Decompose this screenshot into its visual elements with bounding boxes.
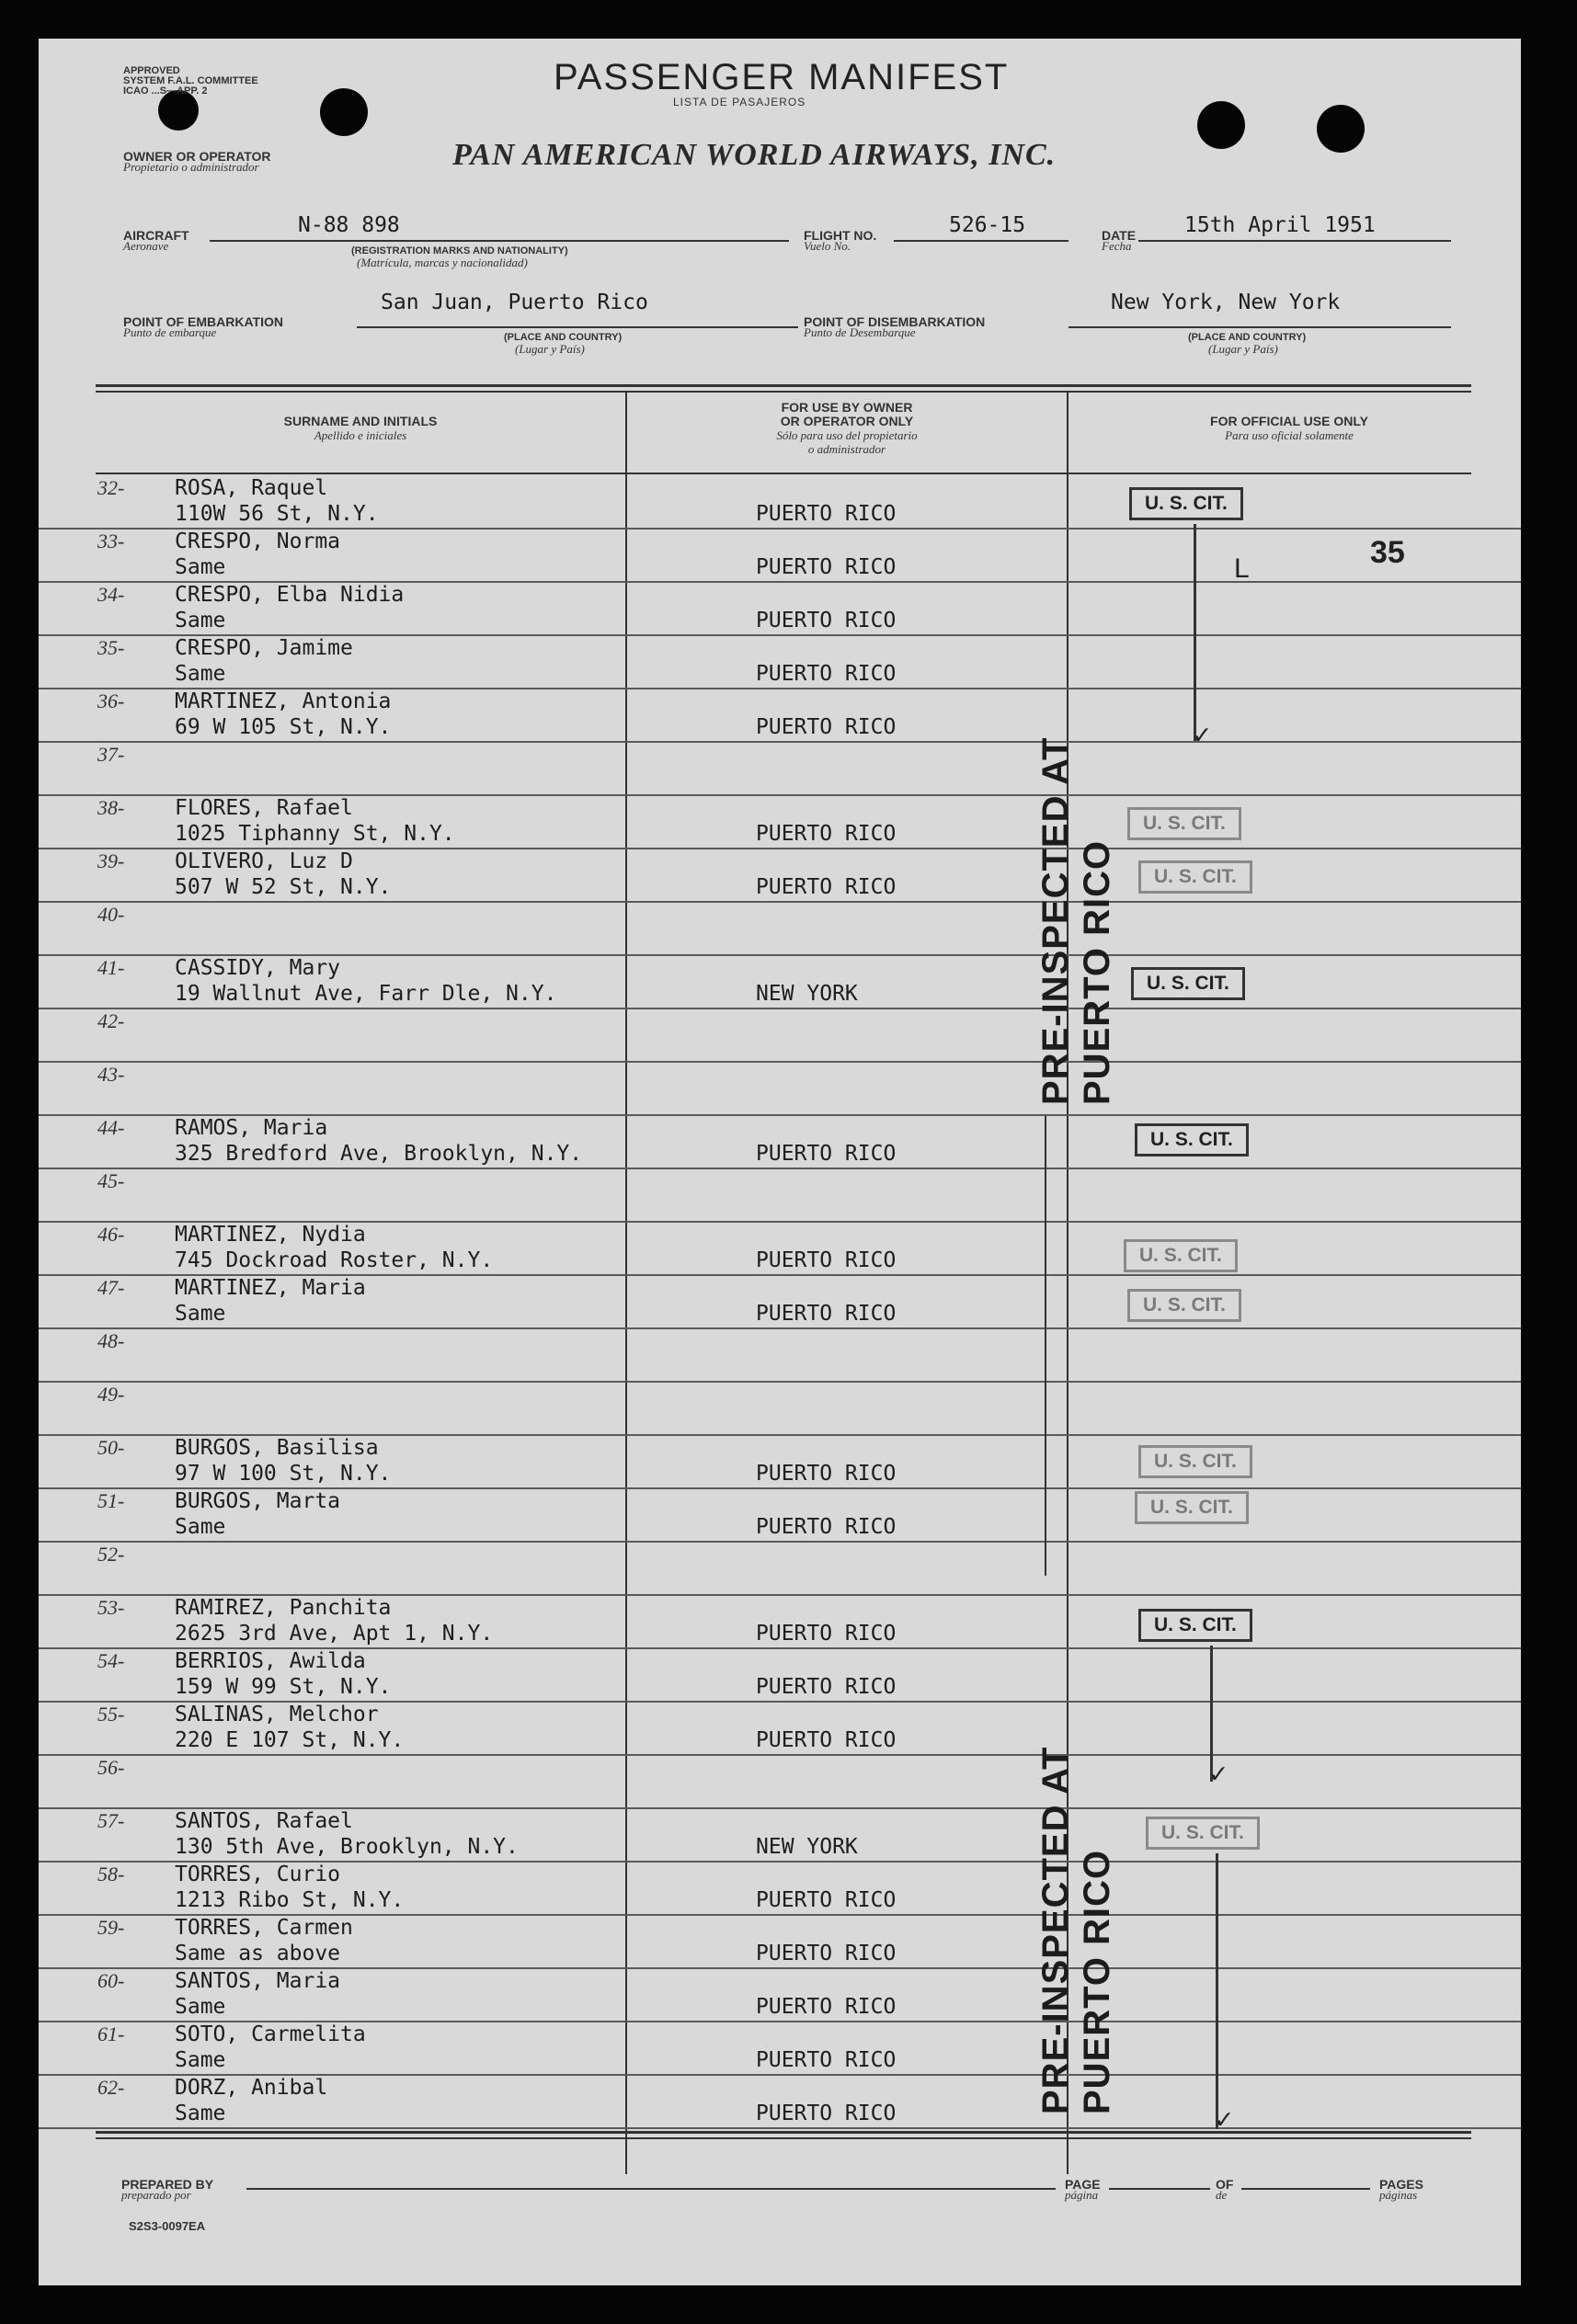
passenger-address: Same — [175, 2048, 226, 2072]
column-header-owner-sub: Sólo para uso del propietario — [776, 428, 918, 442]
passenger-destination: NEW YORK — [756, 1835, 858, 1859]
row-number: 57- — [97, 1809, 125, 1832]
us-cit-stamp: U. S. CIT. — [1138, 1609, 1252, 1642]
table-row — [39, 688, 1521, 743]
table-row — [39, 1594, 1521, 1649]
passenger-name: RAMOS, Maria — [175, 1116, 328, 1140]
prepared-by-label: PREPARED BY — [121, 2177, 214, 2192]
passenger-name: SANTOS, Maria — [175, 1969, 341, 1993]
us-cit-stamp: U. S. CIT. — [1124, 1239, 1238, 1272]
table-row — [39, 1114, 1521, 1169]
passenger-name: SANTOS, Rafael — [175, 1809, 353, 1833]
passenger-name: MARTINEZ, Antonia — [175, 689, 392, 713]
table-row — [39, 1434, 1521, 1489]
passenger-destination: PUERTO RICO — [756, 502, 897, 526]
passenger-address: Same — [175, 2102, 226, 2125]
of-label-block — [1216, 2177, 1233, 2203]
column-header-surname-label: SURNAME AND INITIALS — [283, 414, 438, 428]
passenger-address: 110W 56 St, N.Y. — [175, 502, 379, 526]
passenger-destination: PUERTO RICO — [756, 1995, 897, 2019]
table-row — [39, 1221, 1521, 1276]
of-label: OF — [1216, 2177, 1234, 2192]
passenger-name: CRESPO, Elba Nidia — [175, 583, 405, 607]
row-number: 34- — [97, 583, 125, 606]
tally-mark: L — [1234, 553, 1250, 584]
passenger-name: SALINAS, Melchor — [175, 1703, 379, 1726]
passenger-address: 19 Wallnut Ave, Farr Dle, N.Y. — [175, 982, 557, 1006]
row-number: 38- — [97, 796, 125, 819]
passenger-name: RAMIREZ, Panchita — [175, 1596, 392, 1620]
passenger-name: TORRES, Curio — [175, 1863, 341, 1886]
passenger-name: MARTINEZ, Maria — [175, 1276, 366, 1300]
table-row — [39, 634, 1521, 689]
embarkation-label-sub: Punto de embarque — [123, 325, 217, 339]
column-header-official-sub: Para uso oficial solamente — [1225, 428, 1354, 442]
passenger-name: BURGOS, Marta — [175, 1489, 341, 1513]
passenger-destination: PUERTO RICO — [756, 1462, 897, 1486]
owner-label-block — [123, 149, 271, 175]
page-label-sub: página — [1065, 2188, 1099, 2202]
row-number: 46- — [97, 1223, 125, 1246]
table-row — [39, 1647, 1521, 1703]
passenger-destination: PUERTO RICO — [756, 1942, 897, 1965]
approval-line: ICAO ...S—APP. 2 — [123, 85, 208, 97]
row-number: 48- — [97, 1329, 125, 1352]
row-number: 41- — [97, 956, 125, 979]
pages-label: PAGES — [1379, 2177, 1423, 2192]
approval-block — [123, 66, 258, 97]
passenger-destination: NEW YORK — [756, 982, 858, 1006]
embarkation-caption-sub: (Lugar y País) — [515, 342, 585, 356]
row-number: 40- — [97, 903, 125, 926]
table-row — [39, 1327, 1521, 1383]
check-mark-icon: ✓ — [1194, 719, 1211, 751]
table-row — [39, 1541, 1521, 1596]
row-number: 45- — [97, 1169, 125, 1192]
passenger-destination: PUERTO RICO — [756, 555, 897, 579]
row-number: 33- — [97, 530, 125, 553]
passenger-address: 159 W 99 St, N.Y. — [175, 1675, 392, 1699]
row-number: 60- — [97, 1969, 125, 1992]
row-number: 36- — [97, 689, 125, 712]
table-row — [39, 954, 1521, 1009]
passenger-name: OLIVERO, Luz D — [175, 849, 353, 873]
passenger-destination: PUERTO RICO — [756, 715, 897, 739]
row-number: 58- — [97, 1863, 125, 1885]
disembarkation-label-sub: Punto de Desembarque — [804, 325, 916, 339]
table-row — [39, 474, 1521, 530]
passenger-destination: PUERTO RICO — [756, 2102, 897, 2125]
column-header-owner-sub: o administrador — [807, 442, 886, 456]
aircraft-label-block — [123, 228, 189, 254]
page-label: PAGE — [1065, 2177, 1101, 2192]
table-row — [39, 581, 1521, 636]
column-header-owner-label: FOR USE BY OWNER — [781, 400, 913, 415]
embarkation-value: San Juan, Puerto Rico — [381, 290, 648, 314]
passenger-name: DORZ, Anibal — [175, 2076, 328, 2100]
passenger-name: BURGOS, Basilisa — [175, 1436, 379, 1460]
owner-label: OWNER OR OPERATOR — [123, 149, 271, 164]
row-number: 53- — [97, 1596, 125, 1619]
table-row — [39, 741, 1521, 796]
table-row — [39, 794, 1521, 849]
passenger-name: CRESPO, Norma — [175, 530, 341, 553]
date-value: 15th April 1951 — [1184, 213, 1376, 237]
table-row — [39, 1914, 1521, 1969]
passenger-address: 220 E 107 St, N.Y. — [175, 1728, 405, 1752]
owner-label-sub: Propietario o administrador — [123, 160, 259, 174]
passenger-count: 35 — [1370, 535, 1405, 570]
table-row — [39, 528, 1521, 583]
date-label-block — [1102, 228, 1136, 254]
passenger-address: Same — [175, 1995, 226, 2019]
table-row — [39, 1274, 1521, 1329]
punch-hole — [1317, 105, 1365, 153]
pages-label-sub: páginas — [1379, 2188, 1418, 2202]
row-number: 59- — [97, 1916, 125, 1939]
row-number: 62- — [97, 2076, 125, 2099]
row-number: 35- — [97, 636, 125, 659]
passenger-address: 325 Bredford Ave, Brooklyn, N.Y. — [175, 1142, 583, 1166]
passenger-name: MARTINEZ, Nydia — [175, 1223, 366, 1247]
table-row — [39, 848, 1521, 903]
passenger-destination: PUERTO RICO — [756, 1248, 897, 1272]
of-label-sub: de — [1216, 2188, 1228, 2202]
table-row — [39, 2074, 1521, 2129]
table-row — [39, 1807, 1521, 1863]
table-row — [39, 1061, 1521, 1116]
us-cit-stamp: U. S. CIT. — [1127, 807, 1241, 840]
row-number: 51- — [97, 1489, 125, 1512]
passenger-name: TORRES, Carmen — [175, 1916, 353, 1940]
passenger-address: 69 W 105 St, N.Y. — [175, 715, 392, 739]
passenger-address: Same — [175, 555, 226, 579]
flight-label-sub: Vuelo No. — [804, 239, 851, 253]
aircraft-label-sub: Aeronave — [123, 239, 169, 253]
disembarkation-value: New York, New York — [1111, 290, 1341, 314]
table-row — [39, 1701, 1521, 1756]
row-number: 44- — [97, 1116, 125, 1139]
us-cit-stamp: U. S. CIT. — [1135, 1123, 1249, 1156]
check-mark-icon: ✓ — [1210, 1758, 1228, 1790]
approval-line: APPROVED — [123, 65, 180, 76]
flight-label: FLIGHT NO. — [804, 228, 877, 243]
table-row — [39, 1754, 1521, 1809]
row-number: 39- — [97, 849, 125, 872]
form-number: S2S3-0097EA — [129, 2219, 206, 2233]
row-number: 42- — [97, 1009, 125, 1032]
check-mark-icon: ✓ — [1216, 2103, 1233, 2136]
disembarkation-caption-sub: (Lugar y País) — [1208, 342, 1278, 356]
table-row — [39, 1381, 1521, 1436]
row-number: 49- — [97, 1383, 125, 1406]
flight-value: 526-15 — [949, 213, 1026, 237]
date-label: DATE — [1102, 228, 1137, 243]
aircraft-label: AIRCRAFT — [123, 228, 189, 243]
disembarkation-caption: (PLACE AND COUNTRY) — [1188, 332, 1307, 343]
embarkation-caption: (PLACE AND COUNTRY) — [504, 332, 623, 343]
row-number: 47- — [97, 1276, 125, 1299]
pre-inspected-stamp: PRE-INSPECTED AT PUERTO RICO — [1035, 1746, 1117, 2114]
flight-label-block — [804, 228, 876, 254]
passenger-destination: PUERTO RICO — [756, 1888, 897, 1912]
column-header-surname — [96, 414, 625, 443]
aircraft-value: N-88 898 — [298, 213, 400, 237]
us-cit-stamp: U. S. CIT. — [1129, 487, 1243, 520]
page-subtitle: LISTA DE PASAJEROS — [673, 96, 806, 108]
row-number: 37- — [97, 743, 125, 766]
manifest-page — [39, 39, 1521, 2285]
punch-hole — [1197, 101, 1245, 149]
row-number: 55- — [97, 1703, 125, 1726]
passenger-destination: PUERTO RICO — [756, 1622, 897, 1646]
passenger-destination: PUERTO RICO — [756, 2048, 897, 2072]
passenger-address: 130 5th Ave, Brooklyn, N.Y. — [175, 1835, 519, 1859]
passenger-destination: PUERTO RICO — [756, 1728, 897, 1752]
date-label-sub: Fecha — [1102, 239, 1132, 253]
row-number: 56- — [97, 1756, 125, 1779]
passenger-address: Same as above — [175, 1942, 341, 1965]
passenger-name: ROSA, Raquel — [175, 476, 328, 500]
us-cit-stamp: U. S. CIT. — [1135, 1491, 1249, 1524]
pages-label-block — [1379, 2177, 1423, 2203]
row-number: 50- — [97, 1436, 125, 1459]
passenger-destination: PUERTO RICO — [756, 875, 897, 899]
table-row — [39, 1008, 1521, 1063]
passenger-name: SOTO, Carmelita — [175, 2022, 366, 2046]
passenger-address: Same — [175, 609, 226, 632]
disembarkation-label-block — [804, 314, 985, 340]
table-row — [39, 1487, 1521, 1543]
passenger-destination: PUERTO RICO — [756, 1515, 897, 1539]
aircraft-caption: (REGISTRATION MARKS AND NATIONALITY) — [351, 245, 568, 256]
passenger-address: 507 W 52 St, N.Y. — [175, 875, 392, 899]
passenger-destination: PUERTO RICO — [756, 822, 897, 846]
passenger-destination: PUERTO RICO — [756, 1675, 897, 1699]
column-header-owner-label: OR OPERATOR ONLY — [780, 414, 914, 428]
passenger-address: Same — [175, 1515, 226, 1539]
passenger-address: 2625 3rd Ave, Apt 1, N.Y. — [175, 1622, 494, 1646]
operator-name: PAN AMERICAN WORLD AIRWAYS, INC. — [452, 138, 1057, 172]
disembarkation-label: POINT OF DISEMBARKATION — [804, 314, 986, 329]
row-number: 43- — [97, 1063, 125, 1086]
us-cit-stamp: U. S. CIT. — [1146, 1817, 1260, 1850]
row-number: 54- — [97, 1649, 125, 1672]
passenger-destination: PUERTO RICO — [756, 662, 897, 686]
us-cit-stamp: U. S. CIT. — [1131, 967, 1245, 1000]
page-title: PASSENGER MANIFEST — [554, 57, 1010, 97]
passenger-address: 745 Dockroad Roster, N.Y. — [175, 1248, 494, 1272]
row-number: 52- — [97, 1543, 125, 1566]
embarkation-label-block — [123, 314, 283, 340]
passenger-name: CASSIDY, Mary — [175, 956, 341, 980]
us-cit-stamp: U. S. CIT. — [1138, 1445, 1252, 1478]
passenger-destination: PUERTO RICO — [756, 1302, 897, 1326]
passenger-name: CRESPO, Jamime — [175, 636, 353, 660]
passenger-name: BERRIOS, Awilda — [175, 1649, 366, 1673]
passenger-address: 1213 Ribo St, N.Y. — [175, 1888, 405, 1912]
prepared-by-sub: preparado por — [121, 2188, 191, 2202]
column-header-surname-sub: Apellido e iniciales — [314, 428, 407, 442]
column-header-owner-use — [627, 401, 1067, 456]
passenger-destination: PUERTO RICO — [756, 609, 897, 632]
passenger-address: 1025 Tiphanny St, N.Y. — [175, 822, 455, 846]
punch-hole — [320, 88, 368, 136]
passenger-address: 97 W 100 St, N.Y. — [175, 1462, 392, 1486]
table-row — [39, 1168, 1521, 1223]
passenger-address: Same — [175, 1302, 226, 1326]
column-header-official — [1068, 414, 1510, 443]
table-row — [39, 901, 1521, 956]
row-number: 32- — [97, 476, 125, 499]
passenger-name: FLORES, Rafael — [175, 796, 353, 820]
pre-inspected-stamp: PRE-INSPECTED AT PUERTO RICO — [1035, 736, 1117, 1105]
embarkation-label: POINT OF EMBARKATION — [123, 314, 283, 329]
table-row — [39, 1861, 1521, 1916]
prepared-by-block — [121, 2177, 213, 2203]
column-header-official-label: FOR OFFICIAL USE ONLY — [1210, 414, 1368, 428]
table-row — [39, 1967, 1521, 2022]
passenger-destination: PUERTO RICO — [756, 1142, 897, 1166]
table-row — [39, 2021, 1521, 2076]
us-cit-stamp: U. S. CIT. — [1127, 1289, 1241, 1322]
us-cit-stamp: U. S. CIT. — [1138, 860, 1252, 894]
row-number: 61- — [97, 2022, 125, 2045]
passenger-address: Same — [175, 662, 226, 686]
page-label-block — [1065, 2177, 1101, 2203]
aircraft-caption-sub: (Matrícula, marcas y nacionalidad) — [357, 256, 528, 269]
approval-line: SYSTEM F.A.L. COMMITTEE — [123, 75, 258, 86]
